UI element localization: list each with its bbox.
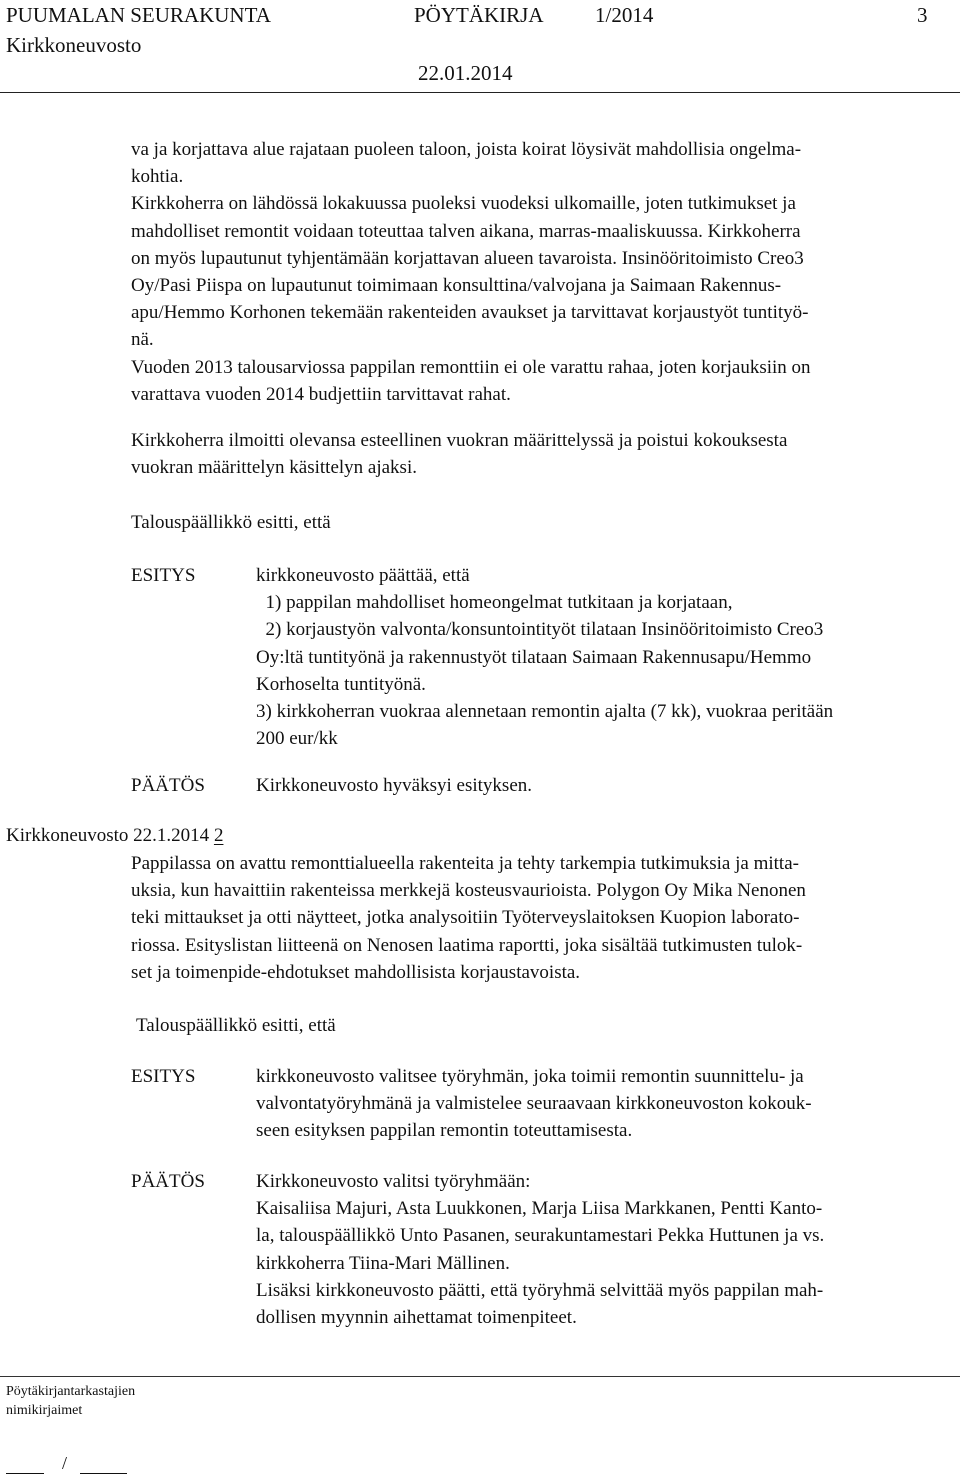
footer-divider bbox=[0, 1376, 960, 1377]
text-line: uksia, kun havaittiin rakenteissa merkkejä kosteusvaurioista. Polygon Oy Mika Nenonen bbox=[131, 880, 806, 902]
section2-decision-text bbox=[256, 1168, 956, 1331]
footer-label-line1: Pöytäkirjantarkastajien bbox=[6, 1384, 136, 1399]
text-line: Kirkkoherra ilmoitti olevansa esteellinen vuokran määrittelyssä ja poistui kokouksesta bbox=[131, 430, 788, 451]
initials-blank-2 bbox=[80, 1473, 127, 1474]
text-line: nä. bbox=[131, 329, 154, 351]
section1-paragraph-1 bbox=[131, 136, 957, 408]
section1-proposal-label: ESITYS bbox=[131, 565, 196, 586]
section2-heading-number: 2 bbox=[213, 825, 224, 846]
text-line: valvontatyöryhmänä ja valmistelee seuraavaan kirkkoneuvoston kokouk- bbox=[256, 1093, 812, 1115]
section2-decision-label: PÄÄTÖS bbox=[131, 1171, 205, 1192]
text-line: Vuoden 2013 talousarviossa pappilan remonttiin ei ole varattu rahaa, joten korjauksiin on bbox=[131, 356, 811, 378]
text-line: 3) kirkkoherran vuokraa alennetaan remontin ajalta (7 kk), vuokraa peritään bbox=[256, 701, 834, 723]
text-line: Oy:ltä tuntityönä ja rakennustyöt tilataan Saimaan Rakennusapu/Hemmo bbox=[256, 646, 812, 668]
text-line: varattava vuoden 2014 budjettiin tarvittavat rahat. bbox=[131, 383, 511, 405]
text-line: apu/Hemmo Korhonen tekemään rakenteiden avaukset ja tarvittavat korjaustyöt tuntityö- bbox=[131, 302, 809, 324]
section2-heading bbox=[6, 822, 223, 849]
footer-label-line2: nimikirjaimet bbox=[6, 1403, 83, 1418]
text-line: Kirkkoherra on lähdössä lokakuussa puoleksi vuodeksi ulkomaille, joten tutkimukset ja bbox=[131, 193, 796, 215]
text-line: Korhoselta tuntityönä. bbox=[256, 673, 426, 695]
text-line: 200 eur/kk bbox=[256, 728, 338, 750]
document-number: 1/2014 bbox=[595, 3, 654, 27]
text-line: Pappilassa on avattu remonttialueella rakenteita ja tehty tarkempia tutkimuksia ja mitta- bbox=[131, 853, 799, 874]
header-divider bbox=[0, 92, 960, 93]
text-line: set ja toimenpide-ehdotukset mahdollisista korjaustavoista. bbox=[131, 961, 581, 983]
text-line: seen esityksen pappilan remontin toteuttamisesta. bbox=[256, 1120, 633, 1142]
text-line: 1) pappilan mahdolliset homeongelmat tutkitaan ja korjataan, bbox=[256, 592, 733, 614]
section1-decision-text: Kirkkoneuvosto hyväksyi esityksen. bbox=[256, 775, 533, 796]
page-number: 3 bbox=[917, 3, 928, 27]
section2-paragraph bbox=[131, 850, 957, 986]
text-line: riossa. Esityslistan liitteenä on Nenosen laatima raportti, joka sisältää tutkimusten tulok- bbox=[131, 934, 803, 956]
text-line: kohtia. bbox=[131, 166, 184, 188]
text-line: vuokran määrittelyn käsittelyn ajaksi. bbox=[131, 457, 417, 479]
text-line: 2) korjaustyön valvonta/konsuntointityöt tilataan Insinööritoimisto Creo3 bbox=[256, 619, 824, 641]
initials-blank-1 bbox=[6, 1473, 44, 1474]
section1-decision-label: PÄÄTÖS bbox=[131, 775, 205, 796]
text-line: la, talouspäällikkö Unto Pasanen, seurakuntamestari Pekka Huttunen ja vs. bbox=[256, 1225, 825, 1247]
text-line: mahdolliset remontit voidaan toteuttaa talven aikana, marras-maaliskuussa. Kirkkoherra bbox=[131, 220, 801, 242]
section1-proposal-text bbox=[256, 562, 956, 752]
text-line: on myös lupautunut tyhjentämään korjattavan alueen tavaroista. Insinööritoimisto Creo3 bbox=[131, 247, 804, 269]
text-line: Kirkkoneuvosto valitsi työryhmään: bbox=[256, 1171, 531, 1192]
section2-proposal-label: ESITYS bbox=[131, 1066, 196, 1087]
section1-paragraph-2 bbox=[131, 427, 957, 481]
organization-name: PUUMALAN SEURAKUNTA bbox=[6, 3, 271, 27]
section2-proposal-text bbox=[256, 1063, 956, 1145]
text-line: Lisäksi kirkkoneuvosto päätti, että työryhmä selvittää myös pappilan mah- bbox=[256, 1279, 824, 1301]
section2-presenter: Talouspäällikkö esitti, että bbox=[136, 1015, 336, 1036]
text-line: kirkkoneuvosto päättää, että bbox=[256, 565, 470, 586]
text-line: teki mittaukset ja otti näytteet, jotka analysoitiin Työterveyslaitoksen Kuopion laborato- bbox=[131, 907, 800, 929]
text-line: Kaisaliisa Majuri, Asta Luukkonen, Marja Liisa Markkanen, Pentti Kanto- bbox=[256, 1198, 823, 1220]
governing-body: Kirkkoneuvosto bbox=[6, 33, 142, 57]
section1-presenter: Talouspäällikkö esitti, että bbox=[131, 512, 331, 533]
document-type: PÖYTÄKIRJA bbox=[414, 3, 544, 27]
section2-heading-text: Kirkkoneuvosto 22.1.2014 bbox=[6, 825, 210, 846]
text-line: va ja korjattava alue rajataan puoleen taloon, joista koirat löysivät mahdollisia ongelma- bbox=[131, 139, 802, 160]
text-line: dollisen myynnin aihettamat toimenpiteet. bbox=[256, 1307, 577, 1329]
meeting-date: 22.01.2014 bbox=[418, 61, 513, 85]
initials-separator: / bbox=[62, 1453, 68, 1473]
text-line: Oy/Pasi Piispa on lupautunut toimimaan konsulttina/valvojana ja Saimaan Rakennus- bbox=[131, 275, 782, 297]
text-line: kirkkoneuvosto valitsee työryhmän, joka toimii remontin suunnittelu- ja bbox=[256, 1066, 804, 1087]
text-line: kirkkoherra Tiina-Mari Mällinen. bbox=[256, 1252, 510, 1274]
